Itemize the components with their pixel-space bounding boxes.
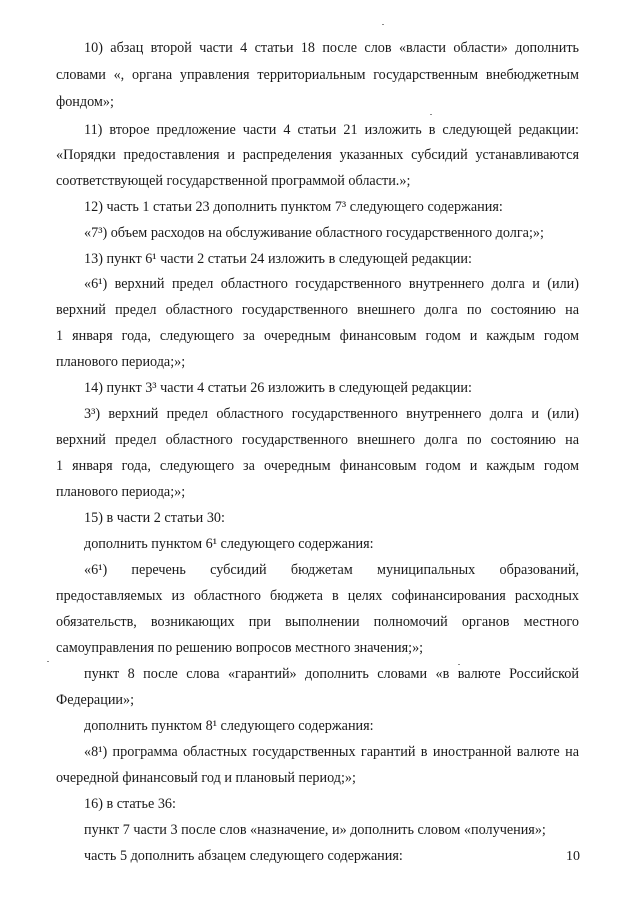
text-line: 12) часть 1 статьи 23 дополнить пунктом 7³ следующего содержания: — [84, 199, 503, 215]
text-line: «8¹) программа областных государственных гарантий в иностранной валюте на — [84, 744, 579, 760]
text-line: 14) пункт 3³ части 4 статьи 26 изложить в следующей редакции: — [84, 380, 472, 396]
text-line: словами «, органа управления территориальным государственным внебюджетным — [56, 67, 579, 83]
text-line: 13) пункт 6¹ части 2 статьи 24 изложить в следующей редакции: — [84, 251, 472, 267]
text-line: 10) абзац второй части 4 статьи 18 после слов «власти области» дополнить — [84, 40, 579, 56]
text-line: 3³) верхний предел областного государственного внутреннего долга и (или) — [84, 406, 579, 422]
text-line: самоуправления по решению вопросов местного значения;»; — [56, 640, 424, 656]
text-line: 1 января года, следующего за очередным финансовым годом и каждым годом — [56, 328, 579, 344]
text-line: 1 января года, следующего за очередным финансовым годом и каждым годом — [56, 458, 579, 474]
text-line: «6¹) перечень субсидий бюджетам муниципальных образований, — [84, 562, 579, 578]
text-line: 15) в части 2 статьи 30: — [84, 510, 225, 526]
text-line: очередной финансовый год и плановый период;»; — [56, 770, 356, 786]
scan-speck — [47, 661, 49, 662]
text-line: фондом»; — [56, 94, 114, 110]
text-line: обязательств, возникающих при выполнении полномочий органов местного — [56, 614, 579, 630]
text-line: соответствующей государственной программой области.»; — [56, 173, 411, 189]
text-line: пункт 7 части 3 после слов «назначение, и» дополнить словом «получения»; — [84, 822, 546, 838]
text-line: дополнить пунктом 8¹ следующего содержания: — [84, 718, 374, 734]
text-line: часть 5 дополнить абзацем следующего содержания: — [84, 848, 403, 864]
text-line: 16) в статье 36: — [84, 796, 176, 812]
text-line: планового периода;»; — [56, 484, 186, 500]
scan-speck — [430, 114, 432, 115]
text-line: 11) второе предложение части 4 статьи 21 изложить в следующей редакции: — [84, 122, 579, 138]
text-line: «6¹) верхний предел областного государственного внутреннего долга и (или) — [84, 276, 579, 292]
text-line: верхний предел областного государственного внешнего долга по состоянию на — [56, 302, 579, 318]
page-number: 10 — [566, 849, 580, 864]
scan-speck — [458, 664, 460, 665]
text-line: дополнить пунктом 6¹ следующего содержания: — [84, 536, 374, 552]
scan-speck — [382, 24, 384, 25]
text-line: пункт 8 после слова «гарантий» дополнить словами «в валюте Российской — [84, 666, 579, 682]
text-line: «7³) объем расходов на обслуживание областного государственного долга;»; — [84, 225, 544, 241]
text-line: планового периода;»; — [56, 354, 186, 370]
text-line: верхний предел областного государственного внешнего долга по состоянию на — [56, 432, 579, 448]
text-line: «Порядки предоставления и распределения указанных субсидий устанавливаются — [56, 147, 579, 163]
text-line: предоставляемых из областного бюджета в целях софинансирования расходных — [56, 588, 579, 604]
text-line: Федерации»; — [56, 692, 135, 708]
